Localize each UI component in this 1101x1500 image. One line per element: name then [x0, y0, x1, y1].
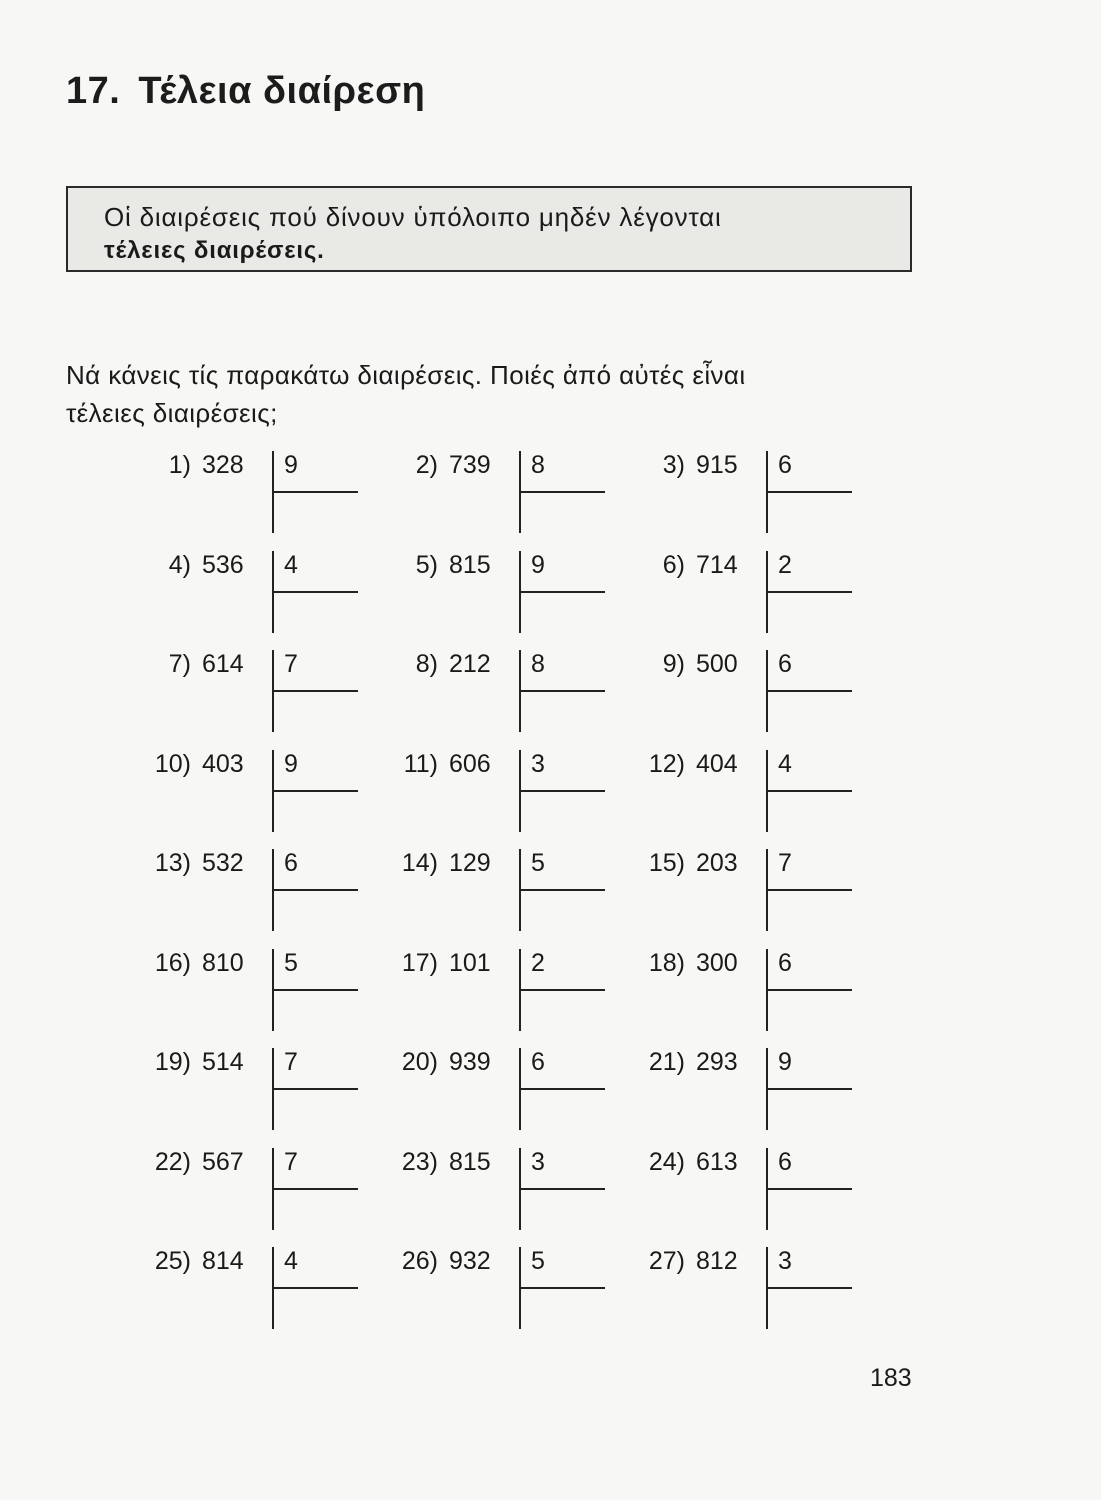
division-problem	[136, 1148, 366, 1230]
dividend: 810	[202, 949, 244, 977]
problem-number: 19)	[154, 1048, 191, 1076]
quotient-line	[766, 889, 852, 891]
divisor: 7	[284, 1148, 298, 1176]
problem-number: 16)	[154, 949, 191, 977]
dividend: 514	[202, 1048, 244, 1076]
dividend: 403	[202, 750, 244, 778]
division-problem	[630, 849, 860, 931]
dividend: 212	[449, 650, 491, 678]
problem-number: 11)	[403, 750, 438, 778]
quotient-line	[519, 989, 605, 991]
dividend: 328	[202, 451, 244, 479]
section-number: 17.	[66, 70, 121, 112]
divisor: 2	[778, 551, 792, 579]
dividend: 932	[449, 1247, 491, 1275]
problem-number: 15)	[648, 849, 685, 877]
dividend: 536	[202, 551, 244, 579]
section-title: Τέλεια διαίρεση	[138, 70, 426, 112]
dividend: 532	[202, 849, 244, 877]
dividend: 500	[696, 650, 738, 678]
instructions-line-1: Νά κάνεις τίς παρακάτω διαιρέσεις. Ποιές ἀπό αὐτές εἶναι	[66, 360, 746, 390]
divisor: 4	[284, 1247, 298, 1275]
problem-number: 5)	[415, 551, 438, 579]
divisor: 7	[778, 849, 792, 877]
division-problem	[136, 949, 366, 1031]
division-problem	[630, 551, 860, 633]
dividend: 613	[696, 1148, 738, 1176]
problem-number: 27)	[648, 1247, 685, 1275]
problem-number: 24)	[648, 1148, 685, 1176]
problem-number: 14)	[401, 849, 438, 877]
division-problem	[383, 1048, 613, 1130]
division-problem	[136, 451, 366, 533]
dividend: 404	[696, 750, 738, 778]
problem-number: 8)	[415, 650, 438, 678]
quotient-line	[272, 690, 358, 692]
instructions-line-2: τέλειες διαιρέσεις;	[66, 398, 278, 428]
divisor: 8	[531, 650, 545, 678]
division-problem	[136, 650, 366, 732]
dividend: 101	[449, 949, 491, 977]
divisor: 4	[284, 551, 298, 579]
division-problem	[630, 750, 860, 832]
division-problem	[630, 1148, 860, 1230]
dividend: 567	[202, 1148, 244, 1176]
problem-number: 12)	[648, 750, 685, 778]
quotient-line	[519, 591, 605, 593]
division-problem	[630, 650, 860, 732]
quotient-line	[519, 491, 605, 493]
divisor: 7	[284, 1048, 298, 1076]
division-problem	[630, 1247, 860, 1329]
divisor: 6	[778, 1148, 792, 1176]
quotient-line	[519, 889, 605, 891]
division-problem	[383, 1247, 613, 1329]
divisor: 7	[284, 650, 298, 678]
dividend: 300	[696, 949, 738, 977]
quotient-line	[766, 491, 852, 493]
problem-number: 6)	[662, 551, 685, 579]
division-problem	[630, 1048, 860, 1130]
dividend: 203	[696, 849, 738, 877]
divisor: 5	[284, 949, 298, 977]
quotient-line	[519, 1088, 605, 1090]
page-number: 183	[870, 1364, 912, 1392]
dividend: 915	[696, 451, 738, 479]
division-problem	[383, 849, 613, 931]
divisor: 9	[778, 1048, 792, 1076]
problem-number: 10)	[154, 750, 191, 778]
quotient-line	[272, 491, 358, 493]
problem-number: 18)	[648, 949, 685, 977]
problem-number: 23)	[401, 1148, 438, 1176]
quotient-line	[519, 690, 605, 692]
problem-number: 17)	[401, 949, 438, 977]
divisor: 5	[531, 1247, 545, 1275]
quotient-line	[272, 889, 358, 891]
quotient-line	[766, 690, 852, 692]
divisor: 8	[531, 451, 545, 479]
definition-text: Οἱ διαιρέσεις πού δίνουν ὑπόλοιπο μηδέν λέγονται	[104, 202, 722, 232]
dividend: 714	[696, 551, 738, 579]
definition-term: τέλειες διαιρέσεις.	[104, 237, 325, 264]
definition-box	[66, 186, 912, 272]
quotient-line	[272, 790, 358, 792]
division-problem	[383, 1148, 613, 1230]
dividend: 129	[449, 849, 491, 877]
problem-number: 25)	[154, 1247, 191, 1275]
problem-number: 22)	[154, 1148, 191, 1176]
divisor: 9	[531, 551, 545, 579]
quotient-line	[766, 591, 852, 593]
division-problem	[383, 451, 613, 533]
problem-number: 26)	[401, 1247, 438, 1275]
quotient-line	[519, 1287, 605, 1289]
quotient-line	[766, 1287, 852, 1289]
problem-number: 21)	[648, 1048, 685, 1076]
page-title	[66, 70, 425, 113]
divisor: 6	[778, 451, 792, 479]
quotient-line	[766, 1088, 852, 1090]
problem-number: 20)	[401, 1048, 438, 1076]
division-problem	[136, 1048, 366, 1130]
quotient-line	[272, 1287, 358, 1289]
division-problem	[383, 650, 613, 732]
dividend: 739	[449, 451, 491, 479]
problem-number: 3)	[662, 451, 685, 479]
division-problem	[630, 949, 860, 1031]
dividend: 606	[449, 750, 491, 778]
problem-number: 9)	[662, 650, 685, 678]
divisor: 6	[531, 1048, 545, 1076]
problem-number: 7)	[168, 650, 191, 678]
dividend: 939	[449, 1048, 491, 1076]
exercise-instructions	[66, 356, 926, 432]
division-problem	[383, 750, 613, 832]
division-problem	[136, 1247, 366, 1329]
quotient-line	[272, 989, 358, 991]
dividend: 812	[696, 1247, 738, 1275]
problem-number: 13)	[154, 849, 191, 877]
division-problem	[383, 949, 613, 1031]
divisor: 6	[778, 650, 792, 678]
divisor: 9	[284, 451, 298, 479]
quotient-line	[272, 591, 358, 593]
quotient-line	[766, 989, 852, 991]
problem-number: 4)	[168, 551, 191, 579]
quotient-line	[766, 1188, 852, 1190]
quotient-line	[519, 1188, 605, 1190]
divisor: 5	[531, 849, 545, 877]
divisor: 4	[778, 750, 792, 778]
divisor: 6	[778, 949, 792, 977]
problem-number: 1)	[168, 451, 191, 479]
divisor: 9	[284, 750, 298, 778]
divisor: 3	[531, 750, 545, 778]
quotient-line	[766, 790, 852, 792]
divisor: 6	[284, 849, 298, 877]
dividend: 614	[202, 650, 244, 678]
division-problem	[136, 750, 366, 832]
division-problem	[630, 451, 860, 533]
divisor: 3	[531, 1148, 545, 1176]
division-problem	[136, 551, 366, 633]
division-problem	[383, 551, 613, 633]
divisor: 2	[531, 949, 545, 977]
dividend: 815	[449, 1148, 491, 1176]
dividend: 815	[449, 551, 491, 579]
divisor: 3	[778, 1247, 792, 1275]
dividend: 293	[696, 1048, 738, 1076]
quotient-line	[272, 1088, 358, 1090]
quotient-line	[519, 790, 605, 792]
quotient-line	[272, 1188, 358, 1190]
dividend: 814	[202, 1247, 244, 1275]
problem-number: 2)	[415, 451, 438, 479]
division-problem	[136, 849, 366, 931]
